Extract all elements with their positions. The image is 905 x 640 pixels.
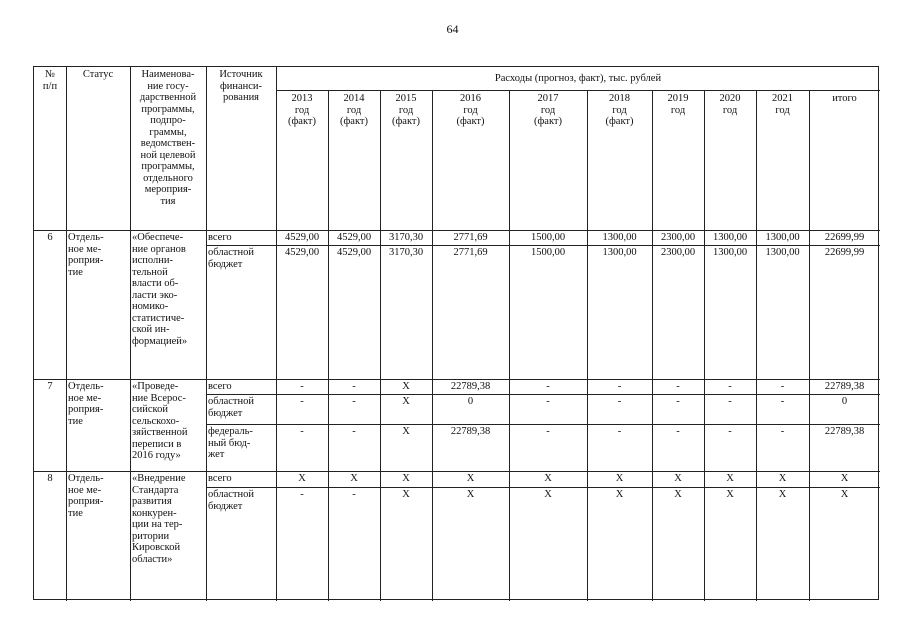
value-cell: 22789,38 (824, 426, 865, 437)
value-cell: 2771,69 (453, 232, 488, 243)
header-source-line: рования (222, 92, 260, 103)
row-status-line: тие (68, 507, 83, 519)
column-divider (756, 90, 757, 601)
row-name-line: формацией» (132, 335, 188, 347)
source-cell-line: областной (208, 247, 254, 258)
row-status (68, 232, 128, 278)
value-cell: 0 (841, 396, 848, 407)
value-cell: X (674, 473, 682, 484)
column-divider (380, 90, 381, 601)
row-name-line: развития (132, 496, 172, 507)
header-year (589, 93, 650, 128)
source-cell-line: федераль- (208, 426, 253, 437)
row-status-line: ное ме- (68, 392, 102, 404)
row-name-line: сельскохо- (132, 415, 180, 427)
row-status-line: роприя- (68, 255, 104, 266)
row-name-line: «Обеспече- (132, 232, 184, 243)
value-cell: - (728, 426, 732, 437)
header-year (511, 93, 585, 128)
source-cell-line: всего (208, 381, 232, 392)
header-year-line: 2013 (291, 93, 313, 104)
header-year (278, 93, 326, 128)
value-cell: X (840, 473, 849, 484)
value-cell: 2300,00 (660, 247, 696, 258)
value-cell: 22699,99 (824, 232, 865, 243)
header-status: Статус (82, 69, 114, 80)
header-name-line: ние госу- (147, 80, 189, 92)
value-cell: - (300, 426, 304, 437)
value-cell: X (840, 489, 849, 500)
header-bottom-line (34, 230, 880, 231)
value-cell: 1300,00 (602, 247, 637, 258)
value-cell: 1300,00 (765, 232, 800, 243)
header-year-line: 2016 (460, 93, 481, 104)
source-cell (208, 489, 274, 512)
header-name-line: граммы, (149, 126, 187, 138)
header-year-line: 2018 (609, 93, 630, 104)
row-name-line: «Проведе- (132, 381, 179, 392)
value-cell: 4529,00 (336, 232, 372, 243)
value-cell: - (546, 396, 550, 407)
source-cell-line: всего (208, 232, 232, 243)
header-name-line: ведомствен- (140, 138, 196, 149)
value-cell: - (617, 426, 622, 437)
row-name-line: Кировской (132, 542, 181, 553)
value-cell: X (615, 489, 624, 500)
value-cell: - (352, 489, 356, 500)
column-divider (587, 90, 588, 601)
header-num-line: п/п (42, 80, 58, 92)
row-name-line: власти об- (132, 278, 179, 289)
header-year-line: 2014 (343, 93, 365, 104)
value-cell: X (350, 473, 358, 484)
value-cell: 2771,69 (453, 247, 488, 258)
header-name-line: ной целевой (140, 149, 196, 161)
row-status (68, 381, 128, 427)
header-year-line: (факт) (339, 116, 368, 127)
value-cell: 4529,00 (336, 247, 372, 258)
value-cell: X (402, 396, 410, 407)
value-cell: X (726, 489, 734, 500)
value-cell: 4529,00 (284, 247, 320, 258)
row-status-line: ное ме- (68, 243, 102, 255)
source-cell-line: жет (208, 449, 225, 460)
source-cell (208, 381, 274, 393)
header-name-line: Наименова- (141, 69, 195, 80)
header-source-line: Источник (219, 69, 263, 80)
header-year (330, 93, 378, 128)
header-year-line: год (463, 104, 478, 116)
header-year-line: год (398, 104, 414, 116)
row-name-line: Стандарта (132, 484, 179, 496)
header-year-line: итого (832, 93, 857, 104)
row-status-line: ное ме- (68, 484, 102, 496)
header-year-line: год (722, 104, 738, 116)
header-year-line: (факт) (456, 116, 485, 127)
row-status-line: роприя- (68, 496, 104, 507)
column-divider (432, 90, 433, 601)
source-cell-line: бюджет (208, 500, 243, 512)
value-cell: - (352, 426, 356, 437)
header-year-line: 2015 (395, 93, 417, 104)
value-cell: X (402, 381, 410, 392)
header-year (654, 93, 702, 116)
value-cell: 1500,00 (530, 232, 566, 243)
row-name-line: 2016 году» (132, 450, 181, 461)
row-name-line: переписи в (132, 438, 182, 450)
row-name-line: ние органов (132, 243, 186, 255)
header-year (811, 93, 878, 105)
expenses-table (33, 66, 879, 600)
row-divider (34, 471, 880, 472)
column-divider (328, 90, 329, 601)
header-name-line: тия (160, 195, 176, 207)
header-year-line: 2021 (772, 93, 793, 104)
value-cell: X (778, 489, 787, 500)
row-name-line: зяйственной (132, 427, 188, 438)
subrow-divider (206, 487, 880, 488)
value-cell: 1300,00 (712, 232, 748, 243)
value-cell: 22789,38 (450, 426, 491, 437)
header-year-line: год (540, 104, 556, 116)
header-name-line: программы, (141, 103, 195, 115)
column-divider (130, 67, 131, 601)
value-cell: 1300,00 (765, 247, 800, 258)
row-name-line: исполни- (132, 255, 173, 266)
subrow-divider (206, 394, 880, 395)
header-source (208, 69, 274, 104)
value-cell: - (546, 426, 550, 437)
row-status-line: Отдель- (68, 381, 104, 392)
header-year (434, 93, 507, 128)
row-name-line: области» (132, 553, 173, 565)
row-name-line: ской ин- (132, 324, 170, 335)
header-year-line: 2020 (719, 93, 741, 104)
source-cell (208, 426, 274, 461)
row-name-line: «Внедрение (132, 473, 186, 484)
source-cell (208, 232, 274, 244)
column-divider (652, 90, 653, 601)
header-num-line: № (44, 69, 56, 80)
source-cell-line: областной (208, 396, 254, 407)
row-status-line: Отдель- (68, 232, 104, 243)
row-number: 6 (47, 232, 53, 243)
header-year-line: 2017 (537, 93, 559, 104)
header-year-line: год (612, 104, 627, 116)
source-cell (208, 473, 274, 485)
value-cell: 1300,00 (602, 232, 637, 243)
row-status (68, 473, 128, 519)
value-cell: 4529,00 (284, 232, 320, 243)
header-name-line: дарственной (139, 92, 197, 103)
source-cell (208, 247, 274, 270)
value-cell: - (780, 381, 785, 392)
row-status-line: тие (68, 415, 83, 427)
value-cell: 3170,30 (388, 232, 424, 243)
value-cell: - (300, 489, 304, 500)
row-name-line: ние Всерос- (132, 392, 186, 404)
expenses-header-divider (276, 90, 880, 91)
value-cell: - (676, 396, 680, 407)
value-cell: X (402, 489, 410, 500)
value-cell: 3170,30 (388, 247, 424, 258)
header-expenses: Расходы (прогноз, факт), тыс. рублей (494, 73, 662, 84)
value-cell: X (544, 489, 552, 500)
value-cell: 22789,38 (450, 381, 491, 392)
value-cell: - (352, 396, 356, 407)
row-name (132, 232, 204, 347)
value-cell: - (780, 426, 785, 437)
value-cell: - (676, 426, 680, 437)
page-number: 64 (446, 22, 459, 36)
source-cell-line: бюджет (208, 407, 243, 419)
header-year-line: (факт) (605, 116, 634, 127)
value-cell: - (300, 381, 304, 392)
header-name-line: подпро- (150, 115, 186, 126)
source-cell (208, 396, 274, 419)
value-cell: - (546, 381, 550, 392)
value-cell: - (676, 381, 680, 392)
header-year-line: год (294, 104, 310, 116)
row-status-line: тие (68, 266, 83, 278)
source-cell-line: ный бюд- (208, 437, 251, 449)
value-cell: - (352, 381, 356, 392)
value-cell: - (780, 396, 785, 407)
row-name-line: статистиче- (132, 312, 185, 324)
value-cell: X (615, 473, 624, 484)
value-cell: 1500,00 (530, 247, 566, 258)
value-cell: 2300,00 (660, 232, 696, 243)
value-cell: 22699,99 (824, 247, 865, 258)
source-cell-line: областной (208, 489, 254, 500)
row-name-line: конкурен- (132, 507, 177, 519)
value-cell: - (617, 381, 622, 392)
value-cell: 0 (467, 396, 474, 407)
row-name (132, 473, 204, 565)
row-name-line: ции на тер- (132, 519, 183, 530)
header-year-line: 2019 (667, 93, 689, 104)
header-year-line: год (346, 104, 362, 116)
value-cell: X (544, 473, 552, 484)
header-year-line: год (775, 104, 790, 116)
value-cell: - (300, 396, 304, 407)
row-name-line: ласти эко- (132, 289, 178, 301)
subrow-divider (206, 245, 880, 246)
row-status-line: роприя- (68, 404, 104, 415)
header-name-line: мероприя- (144, 184, 192, 195)
column-divider (809, 90, 810, 601)
column-divider (276, 67, 277, 601)
value-cell: X (466, 473, 475, 484)
column-divider (66, 67, 67, 601)
row-status-line: Отдель- (68, 473, 104, 484)
header-source-line: финанси- (219, 80, 263, 92)
value-cell: X (778, 473, 787, 484)
source-cell-line: всего (208, 473, 232, 484)
value-cell: - (728, 381, 732, 392)
row-divider (34, 379, 880, 380)
header-num (36, 69, 64, 92)
column-divider (704, 90, 705, 601)
header-year (382, 93, 430, 128)
header-year-line: (факт) (287, 116, 316, 127)
header-name (132, 69, 204, 207)
value-cell: - (728, 396, 732, 407)
row-name-line: номико- (132, 301, 169, 312)
value-cell: 1300,00 (712, 247, 748, 258)
row-name-line: сийской (132, 404, 168, 415)
value-cell: X (402, 426, 410, 437)
source-cell-line: бюджет (208, 258, 243, 270)
value-cell: X (298, 473, 306, 484)
header-year-line: (факт) (533, 116, 562, 127)
row-number: 8 (47, 473, 53, 484)
header-year (706, 93, 754, 116)
subrow-divider (206, 424, 880, 425)
column-divider (206, 67, 207, 601)
value-cell: X (402, 473, 410, 484)
row-number: 7 (47, 381, 53, 392)
header-year-line: (факт) (391, 116, 420, 127)
value-cell: X (674, 489, 682, 500)
column-divider (509, 90, 510, 601)
value-cell: - (617, 396, 622, 407)
value-cell: 22789,38 (824, 381, 865, 392)
row-name (132, 381, 204, 462)
header-year-line: год (670, 104, 686, 116)
header-year (758, 93, 807, 116)
value-cell: X (466, 489, 475, 500)
row-name-line: ритории (132, 530, 170, 542)
row-name-line: тельной (132, 266, 168, 278)
value-cell: X (726, 473, 734, 484)
header-name-line: отдельного (143, 172, 193, 184)
header-name-line: программы, (141, 161, 195, 172)
